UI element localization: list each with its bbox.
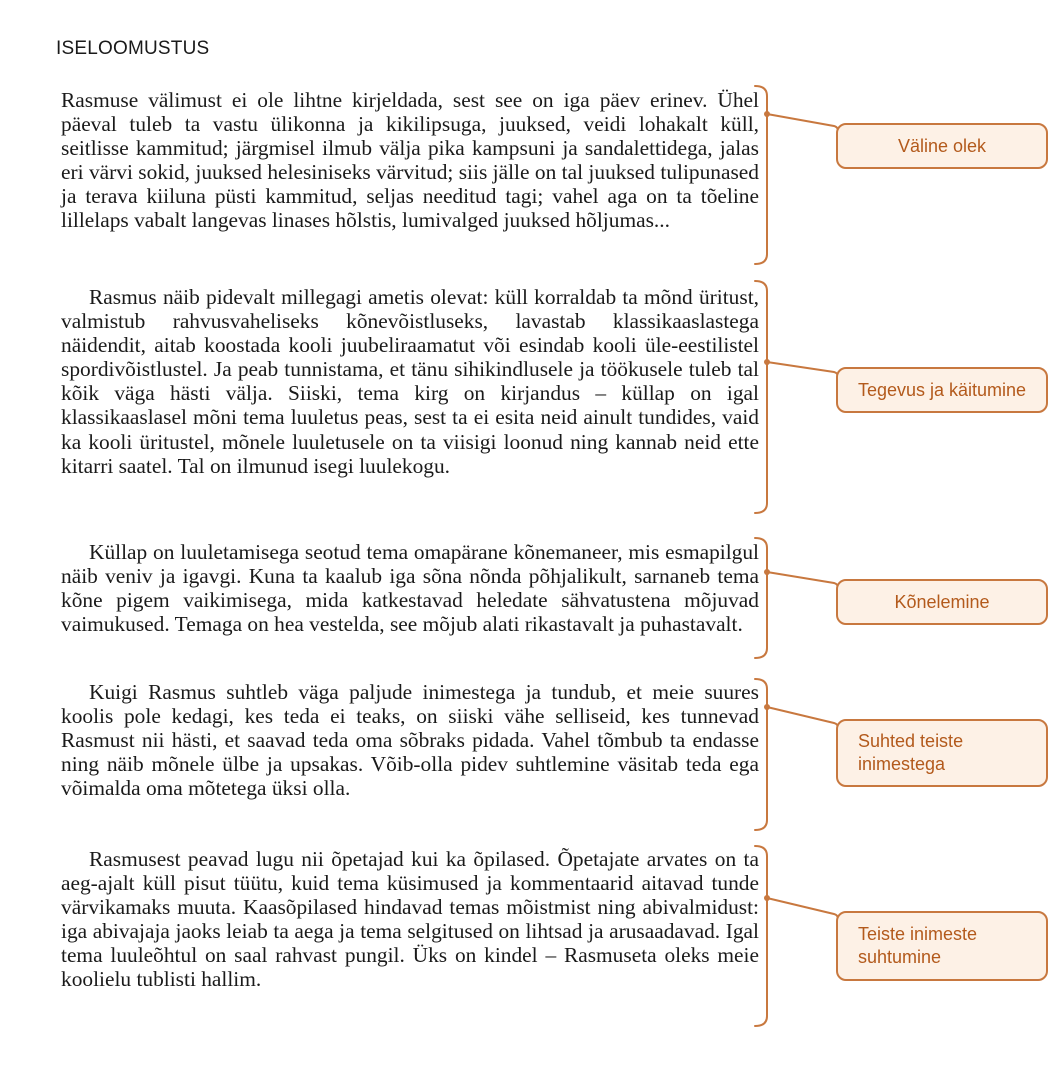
- connector-5: [767, 898, 838, 919]
- paragraph-activity: Rasmus näib pidevalt millegagi ametis olevat: küll korraldab ta mõnd üritust, valmistub rahvusvaheliseks kõnevõistluseks, lavastab klassikaaslastega näidendit, aitab koostada kooli juubeliraamatut või esindab kooli üle-eestilistel spordivõistlustel. Ja peab tunnistama, et tänu sihikindlusele ja töökusele tuleb tal kõik väga hästi välja. Siiski, tema kirg on kirjandus – küllap on igal klassikaaslasel mõni tema luuletus peas, sest ta ei esita neid ainult tundides, vaid ka kooli üritustel, mõnele luuletusele on ta viisigi loonud ning kannab neid ette kitarri saatel. Tal on ilmunud isegi luulekogu.: [61, 285, 759, 478]
- label-others-attitude: Teiste inimeste suhtumine: [836, 911, 1048, 981]
- connector-1: [767, 114, 838, 131]
- label-activity-behavior: Tegevus ja käitumine: [836, 367, 1048, 413]
- connector-dot-4: [764, 704, 770, 710]
- paragraph-relations: Kuigi Rasmus suhtleb väga paljude inimestega ja tundub, et meie suures koolis pole kedagi, kes teda ei teaks, on siiski vähe selliseid, kes tunnevad Rasmust nii hästi, et saavad teda oma sõbraks pidada. Vahel tõmbub ta endasse ning näib mõnele ülbe ja upsakas. Võib-olla pidev suhtlemine väsitab teda ega võimalda oma mõtetega üksi olla.: [61, 680, 759, 801]
- label-relations: Suhted teiste inimestega: [836, 719, 1048, 787]
- label-speaking: Kõnelemine: [836, 579, 1048, 625]
- paragraph-speech: Küllap on luuletamisega seotud tema omapärane kõnemaneer, mis esmapilgul näib veniv ja igavgi. Kuna ta kaalub iga sõna nõnda põhjalikult, sarnaneb tema kõne pigem vaikimisega, mida katkestavad heledate sähvatustena mõjuvad vaimukused. Temaga on hea vestelda, see mõjub alati rikastavalt ja puhastavalt.: [61, 540, 759, 637]
- connector-3: [767, 572, 838, 588]
- connector-2: [767, 362, 838, 377]
- connector-4: [767, 707, 838, 728]
- connector-dot-5: [764, 895, 770, 901]
- connector-dot-2: [764, 359, 770, 365]
- paragraph-appearance: Rasmuse välimust ei ole lihtne kirjeldada, sest see on iga päev erinev. Ühel päeval tuleb ta vastu ülikonna ja kikilipsuga, juuksed, veidi lohakalt küll, seitlisse kammitud; järgmisel ilmub välja pika kampsuni ja sandalettidega, jalas eri värvi sokid, juuksed helesiniseks värvitud; siis jälle on tal juuksed tulipunased ja terava kiiluna püsti kammitud, seljas needitud tagi; vahel aga on ta tõeline lillelaps vabalt langevas linases hõlstis, lumivalged juuksed hõljumas...: [61, 88, 759, 233]
- page-heading: ISELOOMUSTUS: [56, 38, 210, 59]
- label-external-appearance: Väline olek: [836, 123, 1048, 169]
- paragraph-attitude: Rasmusest peavad lugu nii õpetajad kui ka õpilased. Õpetajate arvates on ta aeg-ajalt küll pisut tüütu, kuid tema küsimused ja kommentaarid aitavad tunde värvikamaks muuta. Kaasõpilased hindavad temas mõistmist ning abivalmidust: iga abivajaja jaoks leiab ta aega ja tema selgitused on lihtsad ja arusaadavad. Igal tema luuleõhtul on saal rahvast pungil. Üks on kindel – Rasmuseta oleks meie koolielu tublisti hallim.: [61, 847, 759, 992]
- connector-dot-1: [764, 111, 770, 117]
- connector-dot-3: [764, 569, 770, 575]
